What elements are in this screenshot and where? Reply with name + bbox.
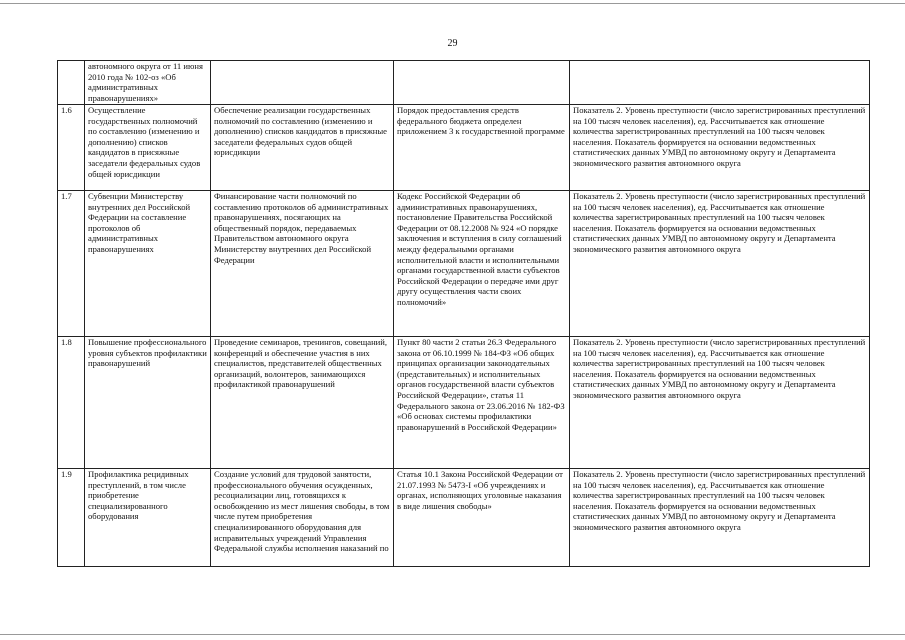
measure-content	[211, 61, 394, 105]
page-number: 29	[447, 38, 458, 49]
scan-edge-top	[0, 3, 905, 4]
measure-content: Проведение семинаров, тренингов, совещаний, конференций и обеспечение участия в них специалистов, представителей общественных организаций, волонтеров, занимающихся профилактикой правонарушений	[211, 337, 394, 469]
measure-name: Повышение профессионального уровня субъектов профилактики правонарушений	[85, 337, 211, 469]
row-number: 1.7	[58, 191, 85, 337]
table-row	[58, 105, 870, 191]
measure-content: Обеспечение реализации государственных полномочий по составлению (изменению и дополнению) списков кандидатов в присяжные заседатели федеральных судов общей юрисдикции	[211, 105, 394, 191]
measure-name: автономного округа от 11 июня 2010 года № 102-оз «Об административных правонарушениях»	[85, 61, 211, 105]
measure-basis: Статья 10.1 Закона Российской Федерации от 21.07.1993 № 5473-I «Об учреждениях и органах, исполняющих уголовные наказания в виде лишения свободы»	[394, 469, 570, 567]
table-row	[58, 469, 870, 567]
row-number: 1.8	[58, 337, 85, 469]
measure-indicator: Показатель 2. Уровень преступности (число зарегистрированных преступлений на 100 тысяч человек населения), ед. Рассчитывается как отношение количества зарегистрированных преступлений на 100 тысяч человек населения. Показатель формируется на основании ведомственных статистических данных УМВД по автономному округу и Департамента экономического развития автономного округа	[570, 105, 870, 191]
row-number: 1.9	[58, 469, 85, 567]
measure-indicator: Показатель 2. Уровень преступности (число зарегистрированных преступлений на 100 тысяч человек населения), ед. Рассчитывается как отношение количества зарегистрированных преступлений на 100 тысяч человек населения. Показатель формируется на основании ведомственных статистических данных УМВД по автономному округу и Департамента экономического развития автономного округа	[570, 191, 870, 337]
measure-indicator	[570, 61, 870, 105]
measure-indicator: Показатель 2. Уровень преступности (число зарегистрированных преступлений на 100 тысяч человек населения), ед. Рассчитывается как отношение количества зарегистрированных преступлений на 100 тысяч человек населения. Показатель формируется на основании ведомственных статистических данных УМВД по автономному округу и Департамента экономического развития автономного округа	[570, 469, 870, 567]
table-row	[58, 61, 870, 105]
measure-basis: Порядок предоставления средств федерального бюджета определен приложением 3 к государственной программе	[394, 105, 570, 191]
measure-name: Субвенции Министерству внутренних дел Российской Федерации на составление протоколов об административных правонарушениях	[85, 191, 211, 337]
row-number	[58, 61, 85, 105]
row-number: 1.6	[58, 105, 85, 191]
measures-table	[57, 60, 870, 567]
measure-name: Осуществление государственных полномочий по составлению (изменению и дополнению) списков кандидатов в присяжные заседатели федеральных судов общей юрисдикции	[85, 105, 211, 191]
scan-edge-bottom	[0, 634, 905, 635]
measure-content: Финансирование части полномочий по составлению протоколов об административных правонарушениях, посягающих на общественный порядок, передаваемых Правительством автономного округа Министерству внутренних дел Российской Федерации	[211, 191, 394, 337]
measure-name: Профилактика рецидивных преступлений, в том числе приобретение специализированного оборудования	[85, 469, 211, 567]
measure-basis: Кодекс Российской Федерации об административных правонарушениях, постановление Правительства Российской Федерации от 08.12.2008 № 924 «О порядке заключения и вступления в силу соглашений между федеральными органами исполнительной власти и исполнительными органами государственной власти субъектов Российской Федерации о передаче ими друг другу осуществления части своих полномочий»	[394, 191, 570, 337]
measure-basis	[394, 61, 570, 105]
measure-indicator: Показатель 2. Уровень преступности (число зарегистрированных преступлений на 100 тысяч человек населения), ед. Рассчитывается как отношение количества зарегистрированных преступлений на 100 тысяч человек населения. Показатель формируется на основании ведомственных статистических данных УМВД по автономному округу и Департамента экономического развития автономного округа	[570, 337, 870, 469]
table-row	[58, 191, 870, 337]
measure-content: Создание условий для трудовой занятости, профессионального обучения осужденных, ресоциализации лиц, готовящихся к освобождению из мест лишения свободы, в том числе путем приобретения специализированного оборудования для исправительных учреждений Управления Федеральной службы исполнения наказаний по	[211, 469, 394, 567]
measure-basis: Пункт 80 части 2 статьи 26.3 Федерального закона от 06.10.1999 № 184-ФЗ «Об общих принципах организации законодательных (представительных) и исполнительных органов государственной власти субъектов Российской Федерации», статья 11 Федерального закона от 23.06.2016 № 182-ФЗ «Об основах системы профилактики правонарушений в Российской Федерации»	[394, 337, 570, 469]
table-row	[58, 337, 870, 469]
